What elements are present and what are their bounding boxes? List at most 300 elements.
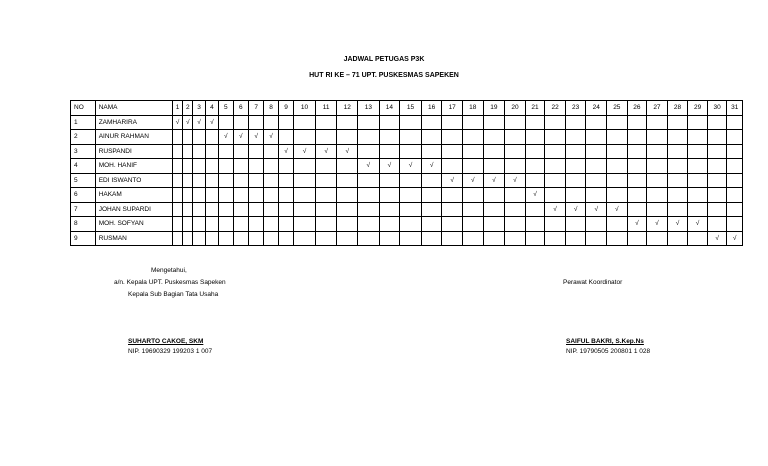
empty-day-cell [707, 173, 727, 188]
empty-day-cell [421, 202, 442, 217]
header-day-16: 16 [421, 101, 442, 116]
empty-day-cell [627, 173, 647, 188]
row-number: 5 [71, 173, 96, 188]
header-day-9: 9 [278, 101, 293, 116]
empty-day-cell [607, 188, 628, 203]
duty-check-mark: √ [400, 159, 422, 174]
header-day-27: 27 [647, 101, 668, 116]
empty-day-cell [400, 115, 422, 130]
row-number: 4 [71, 159, 96, 174]
empty-day-cell [219, 115, 233, 130]
empty-day-cell [565, 159, 586, 174]
empty-day-cell [205, 173, 218, 188]
empty-day-cell [219, 231, 233, 246]
table-row [71, 231, 743, 246]
empty-day-cell [525, 217, 545, 232]
duty-check-mark: √ [442, 173, 463, 188]
empty-day-cell [193, 144, 205, 159]
empty-day-cell [607, 130, 628, 145]
empty-day-cell [358, 231, 380, 246]
empty-day-cell [607, 159, 628, 174]
empty-day-cell [607, 231, 628, 246]
empty-day-cell [337, 217, 358, 232]
row-number: 9 [71, 231, 96, 246]
empty-day-cell [379, 130, 400, 145]
empty-day-cell [315, 130, 337, 145]
empty-day-cell [315, 159, 337, 174]
empty-day-cell [688, 159, 708, 174]
header-day-8: 8 [264, 101, 278, 116]
signature-left-name: SUHARTO CAKOE, SKM [128, 338, 204, 345]
empty-day-cell [248, 173, 263, 188]
table-row [71, 130, 743, 145]
row-name: ZAMHARIRA [95, 115, 172, 130]
empty-day-cell [337, 231, 358, 246]
empty-day-cell [379, 144, 400, 159]
empty-day-cell [707, 159, 727, 174]
duty-check-mark: √ [627, 217, 647, 232]
duty-check-mark: √ [358, 159, 380, 174]
empty-day-cell [278, 159, 293, 174]
header-day-13: 13 [358, 101, 380, 116]
empty-day-cell [248, 231, 263, 246]
empty-day-cell [379, 188, 400, 203]
row-name: JOHAN SUPARDI [95, 202, 172, 217]
duty-check-mark: √ [565, 202, 586, 217]
table-row [71, 115, 743, 130]
duty-check-mark: √ [525, 188, 545, 203]
header-day-25: 25 [607, 101, 628, 116]
empty-day-cell [647, 159, 668, 174]
empty-day-cell [264, 202, 278, 217]
empty-day-cell [278, 130, 293, 145]
empty-day-cell [707, 202, 727, 217]
empty-day-cell [688, 130, 708, 145]
empty-day-cell [505, 231, 526, 246]
duty-check-mark: √ [727, 231, 743, 246]
empty-day-cell [294, 231, 316, 246]
schedule-table [70, 100, 743, 246]
empty-day-cell [545, 217, 566, 232]
empty-day-cell [525, 202, 545, 217]
empty-day-cell [586, 130, 607, 145]
empty-day-cell [248, 144, 263, 159]
empty-day-cell [219, 159, 233, 174]
empty-day-cell [707, 188, 727, 203]
empty-day-cell [219, 202, 233, 217]
empty-day-cell [183, 159, 193, 174]
empty-day-cell [294, 202, 316, 217]
empty-day-cell [442, 115, 463, 130]
empty-day-cell [400, 231, 422, 246]
empty-day-cell [205, 144, 218, 159]
empty-day-cell [193, 188, 205, 203]
empty-day-cell [233, 231, 248, 246]
empty-day-cell [278, 217, 293, 232]
empty-day-cell [400, 202, 422, 217]
signature-right-title: Perawat Koordinator [563, 279, 623, 286]
empty-day-cell [462, 231, 483, 246]
empty-day-cell [337, 188, 358, 203]
empty-day-cell [294, 130, 316, 145]
document-subtitle: HUT RI KE – 71 UPT. PUSKESMAS SAPEKEN [309, 72, 459, 79]
empty-day-cell [358, 130, 380, 145]
empty-day-cell [400, 188, 422, 203]
duty-check-mark: √ [545, 202, 566, 217]
empty-day-cell [337, 202, 358, 217]
header-day-12: 12 [337, 101, 358, 116]
empty-day-cell [727, 217, 743, 232]
duty-check-mark: √ [183, 115, 193, 130]
empty-day-cell [400, 173, 422, 188]
empty-day-cell [205, 202, 218, 217]
duty-check-mark: √ [462, 173, 483, 188]
empty-day-cell [358, 188, 380, 203]
empty-day-cell [315, 188, 337, 203]
empty-day-cell [627, 188, 647, 203]
empty-day-cell [727, 130, 743, 145]
table-header-row [71, 101, 743, 116]
empty-day-cell [647, 231, 668, 246]
empty-day-cell [545, 115, 566, 130]
header-day-6: 6 [233, 101, 248, 116]
row-number: 6 [71, 188, 96, 203]
empty-day-cell [545, 159, 566, 174]
empty-day-cell [172, 188, 182, 203]
empty-day-cell [278, 202, 293, 217]
header-day-31: 31 [727, 101, 743, 116]
empty-day-cell [442, 188, 463, 203]
empty-day-cell [233, 202, 248, 217]
duty-check-mark: √ [667, 217, 688, 232]
row-number: 3 [71, 144, 96, 159]
empty-day-cell [545, 173, 566, 188]
table-row [71, 159, 743, 174]
row-name: AINUR RAHMAN [95, 130, 172, 145]
header-day-20: 20 [505, 101, 526, 116]
empty-day-cell [358, 217, 380, 232]
empty-day-cell [358, 144, 380, 159]
empty-day-cell [667, 202, 688, 217]
empty-day-cell [442, 144, 463, 159]
header-day-1: 1 [172, 101, 182, 116]
table-row [71, 202, 743, 217]
empty-day-cell [545, 144, 566, 159]
empty-day-cell [667, 144, 688, 159]
duty-check-mark: √ [607, 202, 628, 217]
table-row [71, 144, 743, 159]
empty-day-cell [183, 173, 193, 188]
empty-day-cell [205, 159, 218, 174]
empty-day-cell [525, 115, 545, 130]
header-day-26: 26 [627, 101, 647, 116]
empty-day-cell [421, 173, 442, 188]
empty-day-cell [315, 202, 337, 217]
empty-day-cell [505, 188, 526, 203]
empty-day-cell [727, 159, 743, 174]
empty-day-cell [442, 159, 463, 174]
duty-check-mark: √ [219, 130, 233, 145]
empty-day-cell [358, 202, 380, 217]
empty-day-cell [505, 115, 526, 130]
header-day-17: 17 [442, 101, 463, 116]
empty-day-cell [193, 231, 205, 246]
empty-day-cell [233, 144, 248, 159]
empty-day-cell [462, 217, 483, 232]
empty-day-cell [233, 217, 248, 232]
empty-day-cell [607, 144, 628, 159]
empty-day-cell [315, 231, 337, 246]
empty-day-cell [219, 188, 233, 203]
empty-day-cell [586, 217, 607, 232]
empty-day-cell [707, 130, 727, 145]
empty-day-cell [462, 115, 483, 130]
header-day-28: 28 [667, 101, 688, 116]
header-day-30: 30 [707, 101, 727, 116]
empty-day-cell [525, 231, 545, 246]
empty-day-cell [233, 159, 248, 174]
empty-day-cell [688, 202, 708, 217]
table-row [71, 188, 743, 203]
empty-day-cell [379, 217, 400, 232]
empty-day-cell [183, 144, 193, 159]
table-row [71, 173, 743, 188]
header-day-7: 7 [248, 101, 263, 116]
duty-check-mark: √ [483, 173, 505, 188]
empty-day-cell [315, 217, 337, 232]
header-name: NAMA [95, 101, 172, 116]
empty-day-cell [264, 115, 278, 130]
empty-day-cell [442, 130, 463, 145]
header-day-15: 15 [400, 101, 422, 116]
empty-day-cell [248, 188, 263, 203]
empty-day-cell [505, 217, 526, 232]
duty-check-mark: √ [505, 173, 526, 188]
duty-check-mark: √ [264, 130, 278, 145]
duty-check-mark: √ [294, 144, 316, 159]
empty-day-cell [183, 130, 193, 145]
empty-day-cell [667, 188, 688, 203]
empty-day-cell [483, 217, 505, 232]
empty-day-cell [233, 188, 248, 203]
empty-day-cell [483, 159, 505, 174]
empty-day-cell [505, 144, 526, 159]
empty-day-cell [219, 144, 233, 159]
empty-day-cell [442, 217, 463, 232]
empty-day-cell [727, 173, 743, 188]
empty-day-cell [483, 202, 505, 217]
empty-day-cell [193, 173, 205, 188]
header-day-24: 24 [586, 101, 607, 116]
empty-day-cell [248, 115, 263, 130]
empty-day-cell [483, 130, 505, 145]
row-name: RUSPANDI [95, 144, 172, 159]
empty-day-cell [172, 144, 182, 159]
row-name: RUSMAN [95, 231, 172, 246]
empty-day-cell [193, 130, 205, 145]
empty-day-cell [525, 159, 545, 174]
empty-day-cell [442, 202, 463, 217]
duty-check-mark: √ [205, 115, 218, 130]
header-day-18: 18 [462, 101, 483, 116]
empty-day-cell [337, 173, 358, 188]
empty-day-cell [400, 130, 422, 145]
empty-day-cell [337, 115, 358, 130]
empty-day-cell [647, 188, 668, 203]
empty-day-cell [607, 173, 628, 188]
empty-day-cell [667, 231, 688, 246]
empty-day-cell [565, 173, 586, 188]
empty-day-cell [379, 115, 400, 130]
empty-day-cell [688, 173, 708, 188]
header-day-2: 2 [183, 101, 193, 116]
empty-day-cell [667, 115, 688, 130]
duty-check-mark: √ [688, 217, 708, 232]
duty-check-mark: √ [248, 130, 263, 145]
empty-day-cell [688, 188, 708, 203]
empty-day-cell [627, 130, 647, 145]
duty-check-mark: √ [379, 159, 400, 174]
empty-day-cell [205, 231, 218, 246]
empty-day-cell [647, 144, 668, 159]
header-no: NO [71, 101, 96, 116]
document-title: JADWAL PETUGAS P3K [343, 56, 425, 63]
empty-day-cell [421, 217, 442, 232]
empty-day-cell [233, 173, 248, 188]
empty-day-cell [337, 130, 358, 145]
empty-day-cell [294, 173, 316, 188]
empty-day-cell [727, 144, 743, 159]
empty-day-cell [294, 188, 316, 203]
header-day-19: 19 [483, 101, 505, 116]
empty-day-cell [278, 188, 293, 203]
empty-day-cell [627, 159, 647, 174]
empty-day-cell [294, 159, 316, 174]
header-day-22: 22 [545, 101, 566, 116]
empty-day-cell [647, 173, 668, 188]
row-name: EDI ISWANTO [95, 173, 172, 188]
signature-left-line2: a/n. Kepala UPT. Puskesmas Sapeken [114, 279, 226, 286]
duty-check-mark: √ [278, 144, 293, 159]
empty-day-cell [264, 188, 278, 203]
empty-day-cell [379, 231, 400, 246]
empty-day-cell [707, 144, 727, 159]
empty-day-cell [707, 115, 727, 130]
empty-day-cell [278, 173, 293, 188]
empty-day-cell [264, 231, 278, 246]
duty-check-mark: √ [707, 231, 727, 246]
empty-day-cell [525, 173, 545, 188]
empty-day-cell [248, 159, 263, 174]
empty-day-cell [586, 144, 607, 159]
empty-day-cell [248, 217, 263, 232]
signature-right-name: SAIFUL BAKRI, S.Kep.Ns [566, 338, 644, 345]
header-day-4: 4 [205, 101, 218, 116]
empty-day-cell [421, 144, 442, 159]
empty-day-cell [421, 130, 442, 145]
empty-day-cell [264, 217, 278, 232]
empty-day-cell [358, 115, 380, 130]
empty-day-cell [183, 188, 193, 203]
empty-day-cell [727, 202, 743, 217]
empty-day-cell [358, 173, 380, 188]
duty-check-mark: √ [315, 144, 337, 159]
empty-day-cell [647, 130, 668, 145]
empty-day-cell [315, 173, 337, 188]
empty-day-cell [525, 130, 545, 145]
empty-day-cell [315, 115, 337, 130]
duty-check-mark: √ [647, 217, 668, 232]
empty-day-cell [442, 231, 463, 246]
empty-day-cell [183, 217, 193, 232]
empty-day-cell [248, 202, 263, 217]
empty-day-cell [264, 159, 278, 174]
empty-day-cell [545, 231, 566, 246]
empty-day-cell [707, 217, 727, 232]
empty-day-cell [627, 144, 647, 159]
signature-right-nip: NIP. 19790505 200801 1 028 [566, 348, 651, 355]
row-number: 8 [71, 217, 96, 232]
empty-day-cell [205, 188, 218, 203]
empty-day-cell [627, 202, 647, 217]
empty-day-cell [294, 115, 316, 130]
empty-day-cell [462, 159, 483, 174]
empty-day-cell [379, 173, 400, 188]
empty-day-cell [627, 115, 647, 130]
empty-day-cell [505, 159, 526, 174]
row-number: 7 [71, 202, 96, 217]
empty-day-cell [233, 115, 248, 130]
header-day-10: 10 [294, 101, 316, 116]
empty-day-cell [565, 115, 586, 130]
empty-day-cell [193, 202, 205, 217]
signature-left-nip: NIP. 19690329 199203 1 007 [128, 348, 213, 355]
empty-day-cell [400, 144, 422, 159]
duty-check-mark: √ [193, 115, 205, 130]
empty-day-cell [172, 130, 182, 145]
empty-day-cell [586, 173, 607, 188]
duty-check-mark: √ [586, 202, 607, 217]
empty-day-cell [421, 188, 442, 203]
empty-day-cell [172, 173, 182, 188]
signature-left-line3: Kepala Sub Bagian Tata Usaha [128, 291, 219, 298]
empty-day-cell [545, 188, 566, 203]
empty-day-cell [525, 144, 545, 159]
empty-day-cell [294, 217, 316, 232]
empty-day-cell [483, 188, 505, 203]
empty-day-cell [667, 130, 688, 145]
empty-day-cell [183, 231, 193, 246]
empty-day-cell [219, 217, 233, 232]
empty-day-cell [483, 115, 505, 130]
empty-day-cell [219, 173, 233, 188]
empty-day-cell [688, 231, 708, 246]
table-row [71, 217, 743, 232]
header-day-14: 14 [379, 101, 400, 116]
row-name: HAKAM [95, 188, 172, 203]
empty-day-cell [462, 144, 483, 159]
empty-day-cell [586, 159, 607, 174]
empty-day-cell [421, 231, 442, 246]
duty-check-mark: √ [337, 144, 358, 159]
empty-day-cell [264, 173, 278, 188]
header-day-5: 5 [219, 101, 233, 116]
empty-day-cell [565, 231, 586, 246]
empty-day-cell [627, 231, 647, 246]
empty-day-cell [565, 130, 586, 145]
empty-day-cell [278, 231, 293, 246]
empty-day-cell [483, 144, 505, 159]
